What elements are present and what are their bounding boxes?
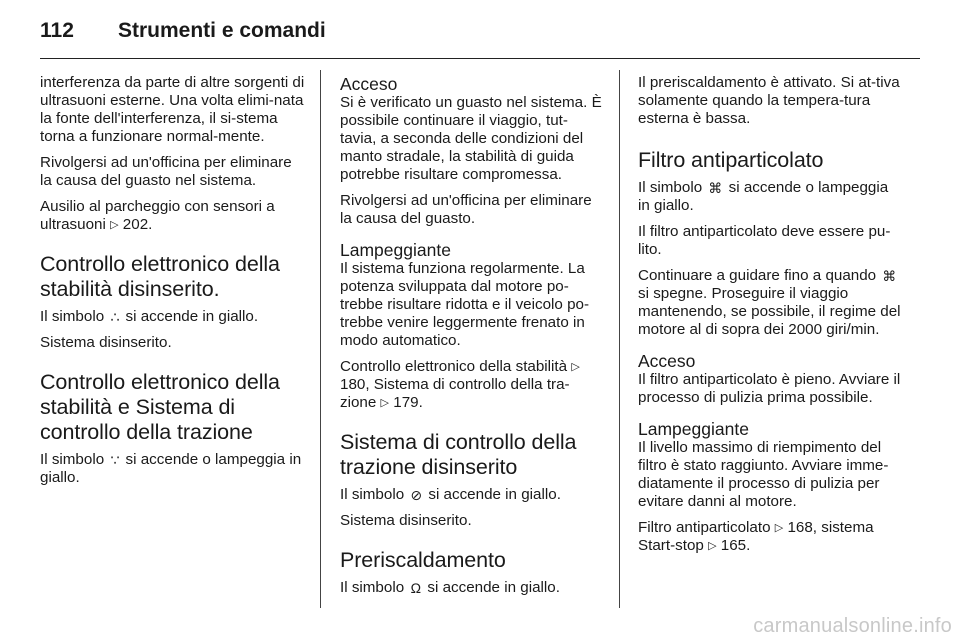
- paragraph: [40, 198, 306, 234]
- traction-control-off-icon: ⊘: [410, 487, 423, 503]
- paragraph: [340, 579, 604, 597]
- paragraph-text: Continuare a guidare fino a quando: [638, 267, 877, 284]
- page-ref-link[interactable]: 202.: [122, 216, 153, 233]
- paragraph-text: Il simbolo: [340, 486, 405, 503]
- paragraph: Sistema disinserito.: [40, 334, 172, 351]
- paragraph: Rivolgersi ad un'officina per eliminare la causa del guasto nel sistema.: [40, 154, 292, 189]
- paragraph-text: si accende in giallo.: [125, 308, 259, 325]
- page-ref-link[interactable]: 179.: [393, 394, 423, 411]
- page-number: 112: [40, 19, 74, 42]
- page-ref-link[interactable]: 168, sistema Start-stop: [638, 519, 874, 554]
- column-divider-1: [320, 70, 321, 608]
- watermark: carmanualsonline.info: [753, 615, 952, 637]
- section-heading: Sistema di controllo della trazione disinserito: [340, 430, 577, 479]
- paragraph: [638, 179, 902, 215]
- paragraph: Si è verificato un guasto nel sistema. È possibile continuare il viaggio, tut-tavia, a seconda delle condizioni del manto stradale, la stabilità di guida potrebbe risultare compromessa.: [340, 94, 602, 183]
- section-heading: Preriscaldamento: [340, 548, 506, 572]
- paragraph-text: Controllo elettronico della stabilità: [340, 358, 568, 375]
- paragraph: [340, 486, 604, 504]
- paragraph: Il livello massimo di riempimento del filtro è stato raggiunto. Avviare imme-diatamente il processo di pulizia per evitare danni al motore.: [638, 439, 889, 510]
- section-heading: Filtro antiparticolato: [638, 148, 824, 172]
- page-ref-icon: ▷: [110, 219, 119, 231]
- page-ref-icon: ▷: [571, 361, 580, 373]
- paragraph-text: si accende in giallo.: [428, 486, 561, 503]
- paragraph: Il preriscaldamento è attivato. Si at-tiva solamente quando la tempera-tura esterna è bassa.: [638, 74, 900, 127]
- header-rule: [40, 58, 920, 59]
- column-2: [340, 74, 604, 605]
- subheading: Lampeggiante: [340, 240, 451, 260]
- paragraph: Il filtro antiparticolato è pieno. Avviare il processo di pulizia prima possibile.: [638, 371, 901, 406]
- paragraph-text: si accende o lampeggia in giallo.: [638, 179, 889, 214]
- subheading: Acceso: [638, 351, 696, 371]
- paragraph: [40, 308, 306, 326]
- particulate-filter-icon: ⌘: [708, 180, 723, 196]
- paragraph-text: Il simbolo: [638, 179, 703, 196]
- column-divider-2: [619, 70, 620, 608]
- paragraph: [340, 358, 604, 412]
- paragraph: Il filtro antiparticolato deve essere pu-lito.: [638, 223, 891, 258]
- page-ref-link[interactable]: 180, Sistema di controllo della tra-zione: [340, 376, 570, 411]
- column-1: [40, 74, 306, 495]
- page-header: [40, 14, 920, 48]
- preheating-icon: Ω: [410, 580, 422, 596]
- paragraph: Rivolgersi ad un'officina per eliminare la causa del guasto.: [340, 192, 592, 227]
- section-title: Strumenti e comandi: [118, 19, 326, 42]
- paragraph-text: Il simbolo: [40, 308, 105, 325]
- page-ref-icon: ▷: [380, 397, 390, 409]
- paragraph-text: si spegne. Proseguire il viaggio mantenendo, se possibile, il regime del motore al di sopra dei 2000 giri/min.: [638, 285, 901, 338]
- page-ref-link[interactable]: 165.: [720, 537, 751, 554]
- paragraph-text: si accende o lampeggia in giallo.: [40, 451, 302, 486]
- particulate-filter-icon: ⌘: [882, 268, 897, 284]
- esc-off-icon: ∴: [110, 309, 120, 325]
- esc-tc-icon: ∵: [110, 452, 120, 468]
- section-heading: Controllo elettronico della stabilità e Sistema di controllo della trazione: [40, 370, 280, 444]
- page-ref-icon: ▷: [708, 540, 717, 552]
- paragraph: Sistema disinserito.: [340, 512, 472, 529]
- column-3: [638, 74, 902, 563]
- paragraph: Il sistema funziona regolarmente. La potenza sviluppata dal motore po-trebbe risultare ridotta e il veicolo po-trebbe venire leggermente frenato in modo automatico.: [340, 260, 590, 349]
- paragraph: [638, 267, 902, 339]
- paragraph-text: Filtro antiparticolato: [638, 519, 771, 536]
- paragraph-text: Il simbolo: [340, 579, 405, 596]
- section-heading: Controllo elettronico della stabilità disinserito.: [40, 252, 280, 301]
- paragraph-text: Il simbolo: [40, 451, 105, 468]
- paragraph: interferenza da parte di altre sorgenti di ultrasuoni esterne. Una volta elimi-nata la fonte dell'interferenza, il si-stema torna a funzionare normal-mente.: [40, 74, 305, 145]
- paragraph-text: Ausilio al parcheggio con sensori a ultrasuoni: [40, 198, 275, 233]
- paragraph: [40, 451, 306, 487]
- paragraph: [638, 519, 902, 555]
- subheading: Acceso: [340, 74, 398, 94]
- subheading: Lampeggiante: [638, 419, 749, 439]
- page-ref-icon: ▷: [774, 522, 784, 534]
- paragraph-text: si accende in giallo.: [427, 579, 560, 596]
